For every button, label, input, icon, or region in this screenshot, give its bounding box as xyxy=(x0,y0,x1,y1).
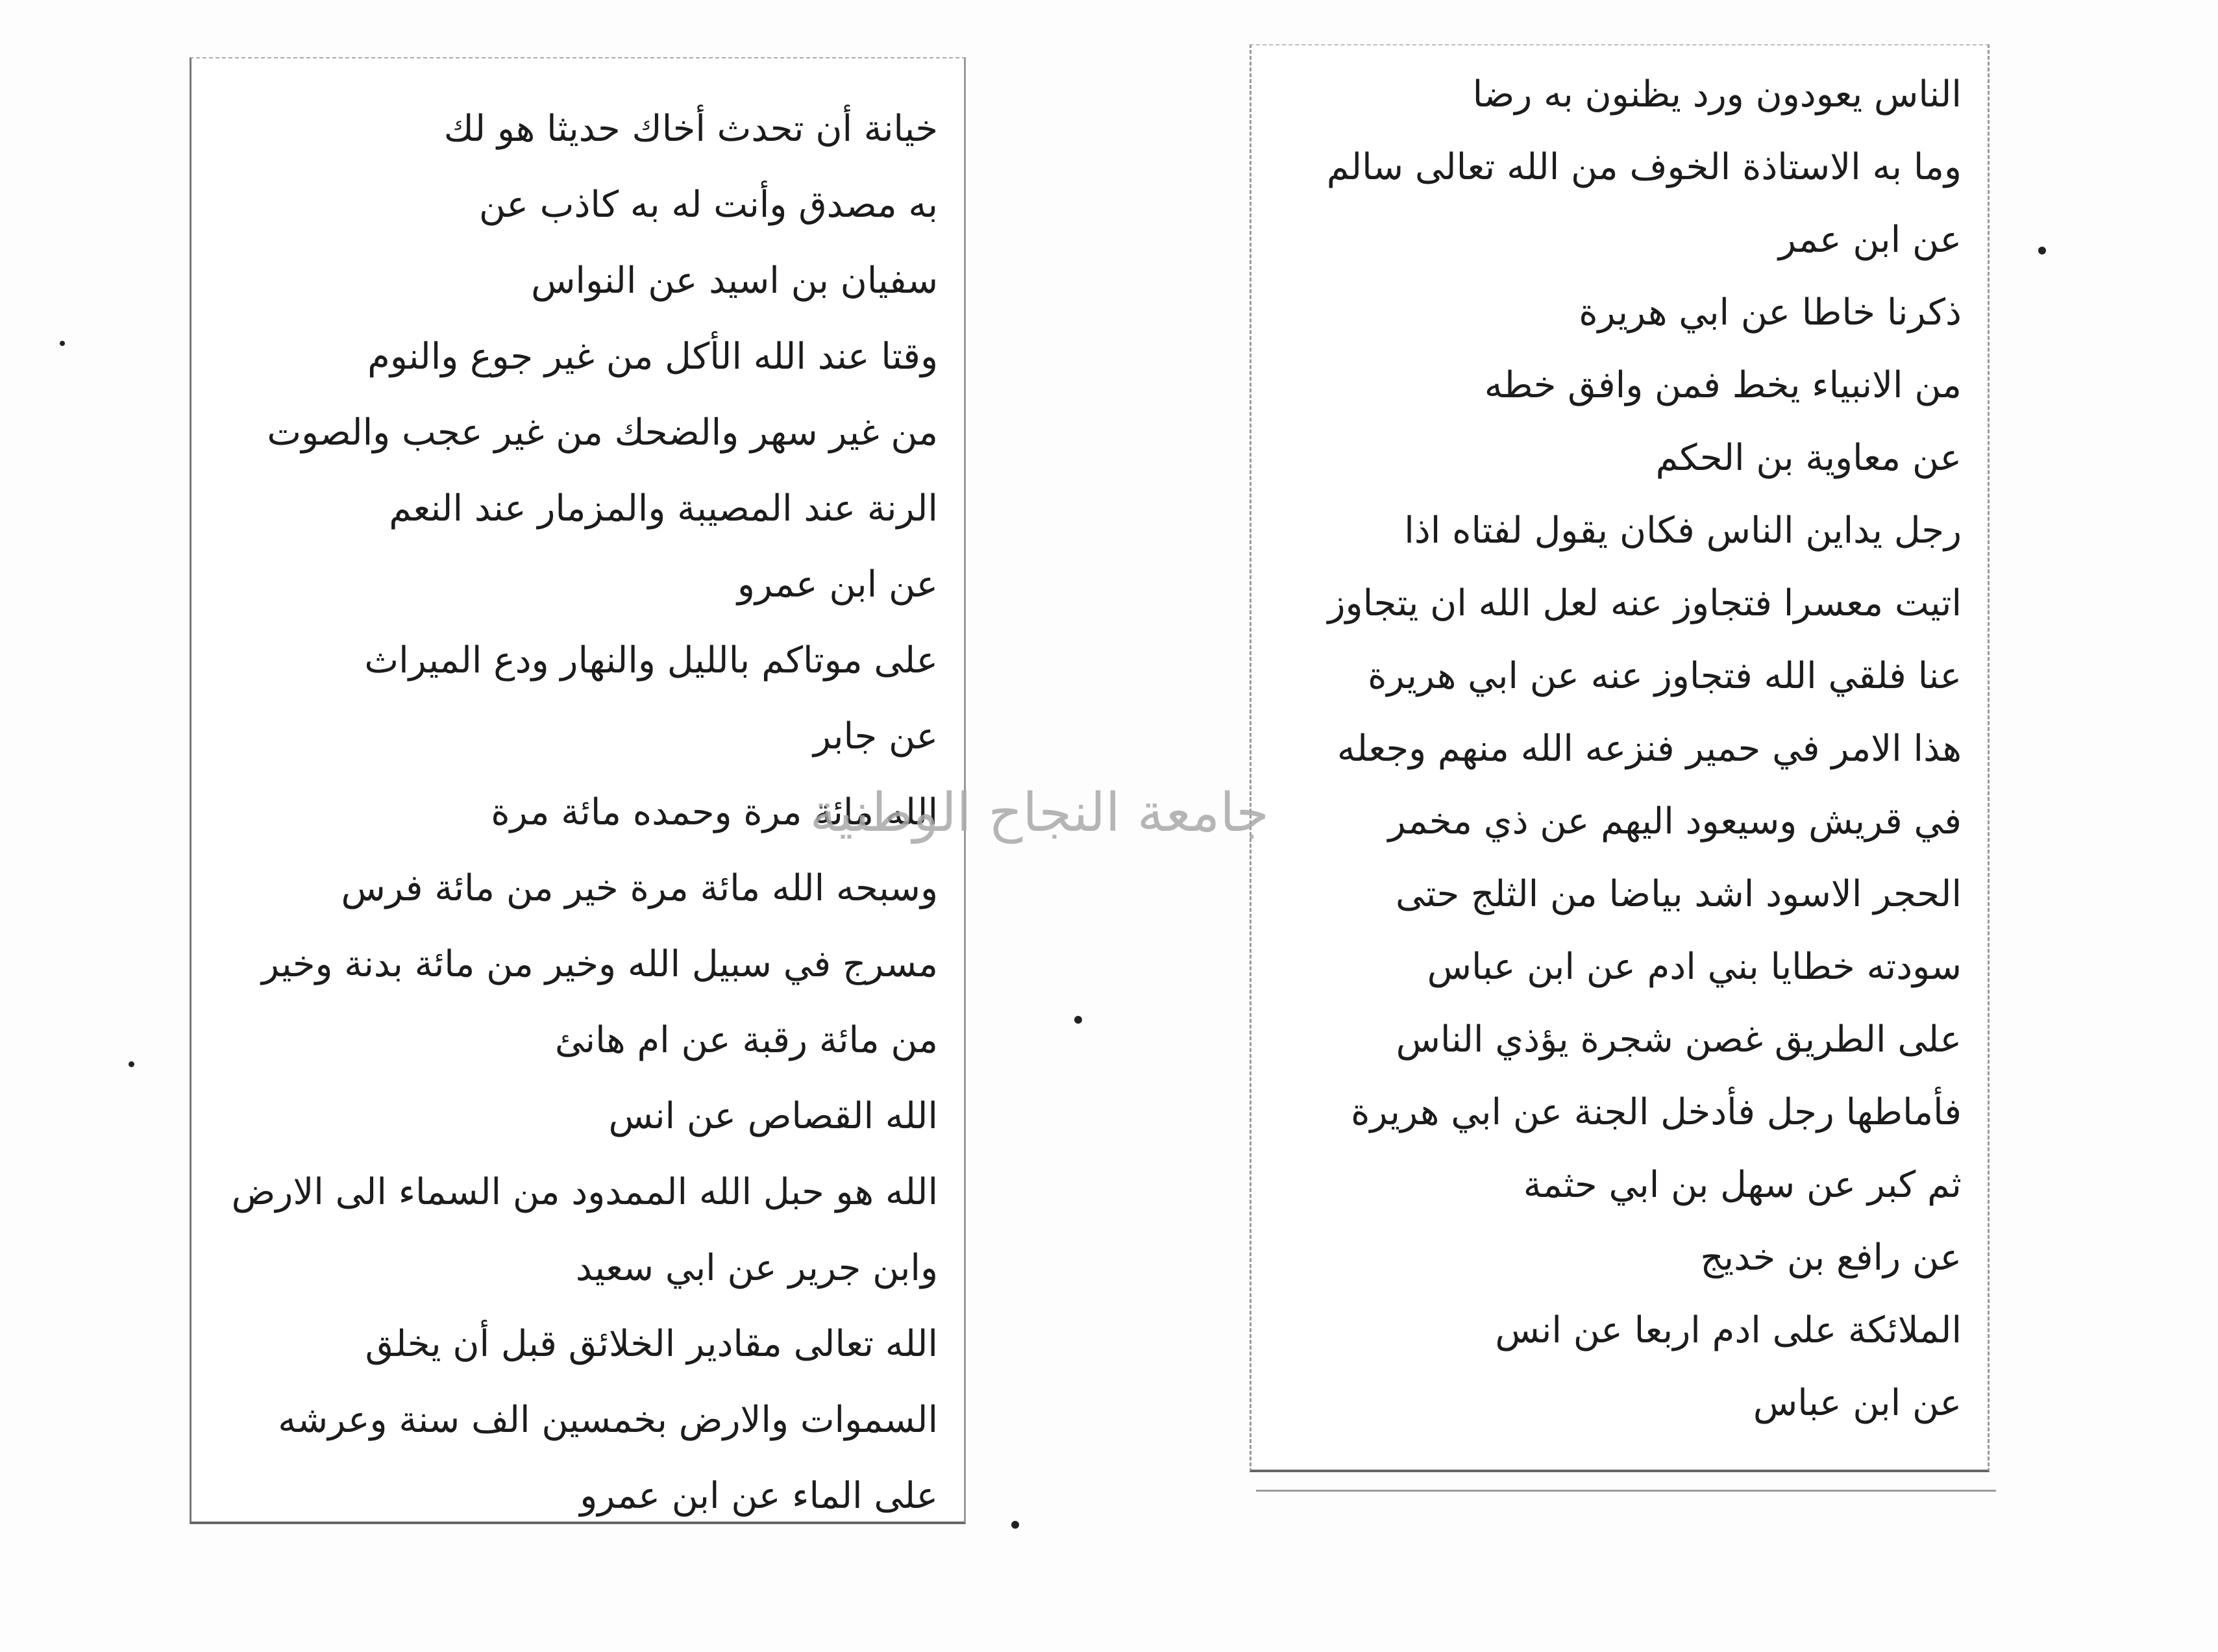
text-line: من الانبياء يخط فمن وافق خطه xyxy=(1484,364,1962,406)
text-line: الله هو حبل الله الممدود من السماء الى الارض xyxy=(231,1171,938,1213)
text-line: اتيت معسرا فتجاوز عنه لعل الله ان يتجاوز xyxy=(1327,582,1962,624)
text-line: ثم كبر عن سهل بن ابي حثمة xyxy=(1523,1164,1962,1206)
text-line: عنا فلقي الله فتجاوز عنه عن ابي هريرة xyxy=(1368,655,1962,697)
text-line: سفيان بن اسيد عن النواس xyxy=(531,260,938,302)
text-line: عن معاوية بن الحكم xyxy=(1655,437,1962,479)
text-line: من مائة رقبة عن ام هانئ xyxy=(554,1019,938,1061)
text-line: عن ابن عمرو xyxy=(737,563,938,606)
text-line: عن جابر xyxy=(813,715,938,758)
text-line: الله القصاص عن انس xyxy=(608,1095,938,1137)
text-line: الملائكة على ادم اربعا عن انس xyxy=(1495,1309,1962,1351)
text-line: عن ابن عباس xyxy=(1753,1382,1962,1424)
right-page xyxy=(1250,44,1990,1472)
text-line: مسرج في سبيل الله وخير من مائة بدنة وخير xyxy=(262,943,938,985)
text-line: عن ابن عمر xyxy=(1778,219,1962,261)
text-line: سودته خطايا بني ادم عن ابن عباس xyxy=(1427,946,1962,988)
text-line: الله مائة مرة وحمده مائة مرة xyxy=(491,791,938,833)
text-line: فأماطها رجل فأدخل الجنة عن ابي هريرة xyxy=(1351,1091,1962,1133)
scan-speck xyxy=(1074,1016,1082,1024)
text-line: رجل يداين الناس فكان يقول لفتاه اذا xyxy=(1404,510,1962,552)
text-line: على موتاكم بالليل والنهار ودع الميراث xyxy=(364,639,938,682)
scan-speck xyxy=(2038,247,2046,254)
text-line: هذا الامر في حمير فنزعه الله منهم وجعله xyxy=(1337,728,1962,770)
right-page-text xyxy=(1277,58,1962,1440)
text-line: عن رافع بن خديج xyxy=(1700,1237,1962,1279)
text-line: وقتا عند الله الأكل من غير جوع والنوم xyxy=(367,336,938,378)
text-line: وسبحه الله مائة مرة خير من مائة فرس xyxy=(341,867,938,909)
text-line: من غير سهر والضحك من غير عجب والصوت xyxy=(267,412,938,454)
text-line: الحجر الاسود اشد بياضا من الثلج حتى xyxy=(1396,873,1962,915)
scan-speck xyxy=(60,341,65,346)
text-line: السموات والارض بخمسين الف سنة وعرشه xyxy=(278,1399,938,1441)
page-edge-line xyxy=(1256,1490,1996,1492)
library-watermark: جامعة النجاح الوطنية xyxy=(809,782,1269,844)
scan-speck xyxy=(129,1061,134,1067)
scan-speck xyxy=(1011,1521,1019,1529)
text-line: ذكرنا خاطا عن ابي هريرة xyxy=(1579,291,1962,334)
text-line: وابن جرير عن ابي سعيد xyxy=(575,1247,938,1289)
text-line: على الماء عن ابن عمرو xyxy=(580,1475,938,1517)
text-line: على الطريق غصن شجرة يؤذي الناس xyxy=(1396,1018,1962,1061)
text-line: الناس يعودون ورد يظنون به رضا xyxy=(1472,73,1962,116)
text-line: الله تعالى مقادير الخلائق قبل أن يخلق xyxy=(365,1323,938,1365)
text-line: في قريش وسيعود اليهم عن ذي مخمر xyxy=(1388,800,1962,843)
text-line: وما به الاستاذة الخوف من الله تعالى سالم xyxy=(1326,146,1962,188)
text-line: خيانة أن تحدث أخاك حديثا هو لك xyxy=(443,108,938,150)
text-line: الرنة عند المصيبة والمزمار عند النعم xyxy=(389,487,938,530)
text-line: به مصدق وأنت له به كاذب عن xyxy=(478,184,938,226)
